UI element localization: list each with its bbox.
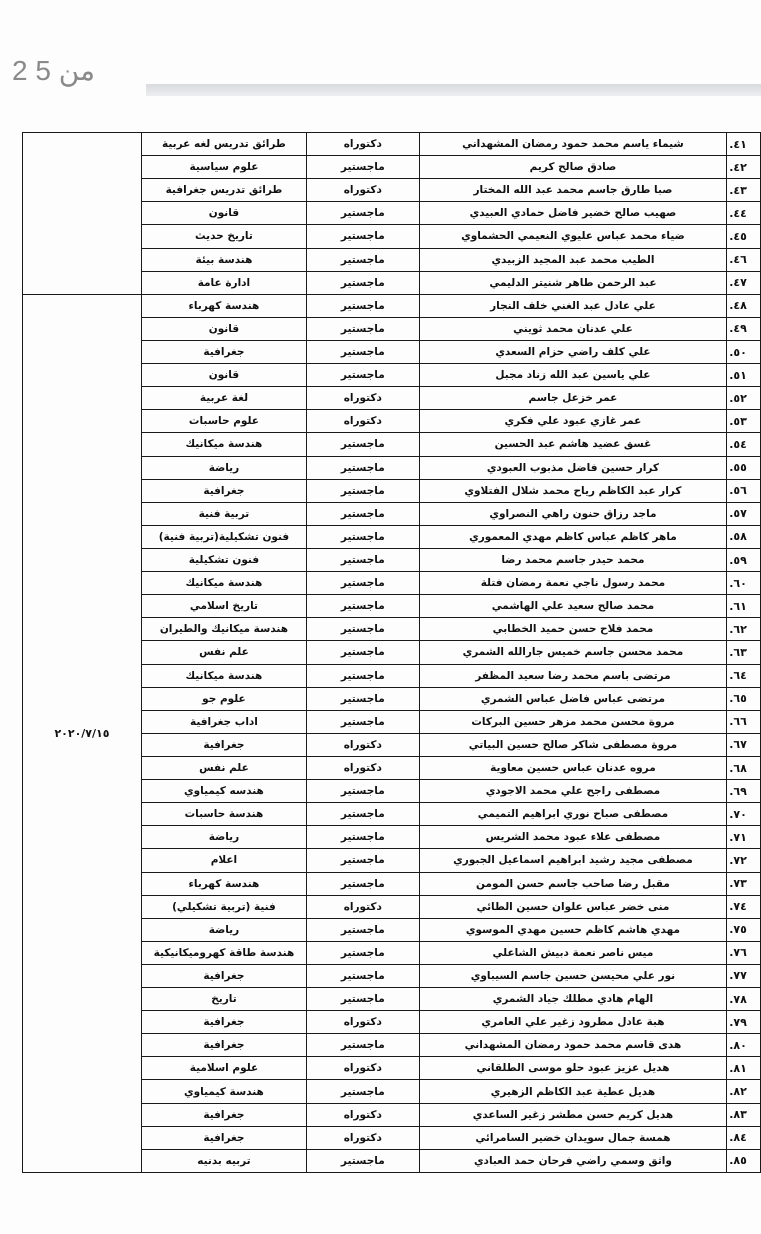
row-number: ٨٥. xyxy=(727,1149,761,1172)
degree-cell: ماجستير xyxy=(306,479,419,502)
degree-cell: ماجستير xyxy=(306,364,419,387)
specialty-cell: هندسة بيئة xyxy=(141,248,306,271)
degree-cell: ماجستير xyxy=(306,1080,419,1103)
row-number: ٤١. xyxy=(727,133,761,156)
candidate-name: مصطفى راجح علي محمد الاجودي xyxy=(419,780,727,803)
specialty-cell: تاريخ حديث xyxy=(141,225,306,248)
specialty-cell: هندسة كهرباء xyxy=(141,294,306,317)
specialty-cell: علم نفس xyxy=(141,641,306,664)
degree-cell: ماجستير xyxy=(306,271,419,294)
specialty-cell: رياضة xyxy=(141,826,306,849)
row-number: ٨١. xyxy=(727,1057,761,1080)
degree-cell: ماجستير xyxy=(306,225,419,248)
candidate-name: الهام هادي مطلك جياد الشمري xyxy=(419,988,727,1011)
specialty-cell: فنية (تربية تشكيلي) xyxy=(141,895,306,918)
specialty-cell: جغرافية xyxy=(141,1011,306,1034)
specialty-cell: تاريخ اسلامي xyxy=(141,595,306,618)
specialty-cell: جغرافية xyxy=(141,1034,306,1057)
header-rule xyxy=(146,84,761,96)
degree-cell: ماجستير xyxy=(306,641,419,664)
candidate-name: محمد فلاح حسن حميد الخطابي xyxy=(419,618,727,641)
specialty-cell: علوم حاسبات xyxy=(141,410,306,433)
candidate-name: عبد الرحمن طاهر شنيتر الدليمي xyxy=(419,271,727,294)
row-number: ٧٨. xyxy=(727,988,761,1011)
degree-cell: ماجستير xyxy=(306,687,419,710)
degree-cell: ماجستير xyxy=(306,964,419,987)
specialty-cell: جغرافية xyxy=(141,479,306,502)
specialty-cell: علم نفس xyxy=(141,756,306,779)
row-number: ٧٢. xyxy=(727,849,761,872)
degree-cell: دكتوراه xyxy=(306,1126,419,1149)
degree-cell: ماجستير xyxy=(306,1149,419,1172)
row-number: ٧٥. xyxy=(727,918,761,941)
candidate-name: صبا طارق جاسم محمد عبد الله المختار xyxy=(419,179,727,202)
candidate-name: كرار حسين فاضل مذبوب العبودي xyxy=(419,456,727,479)
candidate-name: مروه عدنان عباس حسين معاوية xyxy=(419,756,727,779)
row-number: ٤٣. xyxy=(727,179,761,202)
row-number: ٥٩. xyxy=(727,548,761,571)
row-number: ٦٠. xyxy=(727,572,761,595)
degree-cell: ماجستير xyxy=(306,156,419,179)
degree-cell: ماجستير xyxy=(306,456,419,479)
row-number: ٥٣. xyxy=(727,410,761,433)
degree-cell: دكتوراه xyxy=(306,133,419,156)
specialty-cell: جغرافية xyxy=(141,733,306,756)
row-number: ٤٦. xyxy=(727,248,761,271)
specialty-cell: لغة عربية xyxy=(141,387,306,410)
row-number: ٦٣. xyxy=(727,641,761,664)
candidate-name: غسق عضيد هاشم عبد الحسين xyxy=(419,433,727,456)
row-number: ٦٩. xyxy=(727,780,761,803)
degree-cell: دكتوراه xyxy=(306,1103,419,1126)
degree-cell: ماجستير xyxy=(306,918,419,941)
degree-cell: ماجستير xyxy=(306,248,419,271)
row-number: ٦٤. xyxy=(727,664,761,687)
specialty-cell: فنون تشكيلية(تربية فنية) xyxy=(141,525,306,548)
specialty-cell: جغرافية xyxy=(141,964,306,987)
candidate-name: هدى قاسم محمد حمود رمضان المشهداني xyxy=(419,1034,727,1057)
specialty-cell: هندسة ميكانيك xyxy=(141,572,306,595)
specialty-cell: هندسة ميكانيك xyxy=(141,664,306,687)
degree-cell: ماجستير xyxy=(306,664,419,687)
specialty-cell: قانون xyxy=(141,364,306,387)
degree-cell: ماجستير xyxy=(306,872,419,895)
candidate-name: مروة مصطفى شاكر صالح حسين البياتي xyxy=(419,733,727,756)
specialty-cell: جغرافية xyxy=(141,1126,306,1149)
candidate-name: همسة جمال سويدان خضير السامرائي xyxy=(419,1126,727,1149)
degree-cell: ماجستير xyxy=(306,548,419,571)
degree-cell: ماجستير xyxy=(306,595,419,618)
degree-cell: ماجستير xyxy=(306,780,419,803)
row-number: ٦٧. xyxy=(727,733,761,756)
row-number: ٥٠. xyxy=(727,340,761,363)
degree-cell: ماجستير xyxy=(306,340,419,363)
candidate-name: مرتضى باسم محمد رضا سعيد المظفر xyxy=(419,664,727,687)
degree-cell: ماجستير xyxy=(306,433,419,456)
candidate-name: ضياء محمد عباس عليوي النعيمي الحشماوي xyxy=(419,225,727,248)
candidate-name: هبة عادل مطرود زغير علي العامري xyxy=(419,1011,727,1034)
degree-cell: ماجستير xyxy=(306,849,419,872)
row-number: ٧٦. xyxy=(727,941,761,964)
specialty-cell: رياضة xyxy=(141,456,306,479)
row-number: ٧٣. xyxy=(727,872,761,895)
row-number: ٤٤. xyxy=(727,202,761,225)
candidate-name: ماهر كاظم عباس كاظم مهدي المعموري xyxy=(419,525,727,548)
row-number: ٥٨. xyxy=(727,525,761,548)
candidate-name: مرتضى عباس فاضل عباس الشمري xyxy=(419,687,727,710)
row-number: ٨٠. xyxy=(727,1034,761,1057)
candidate-name: علي كلف راضي حزام السعدي xyxy=(419,340,727,363)
candidate-name: هديل كريم حسن مطشر زغير الساعدي xyxy=(419,1103,727,1126)
candidate-name: محمد صالح سعيد علي الهاشمي xyxy=(419,595,727,618)
specialty-cell: طرائق تدريس لغه عربية xyxy=(141,133,306,156)
specialty-cell: اعلام xyxy=(141,849,306,872)
candidate-name: منى خضر عباس علوان حسين الطائي xyxy=(419,895,727,918)
candidate-name: عمر خزعل جاسم xyxy=(419,387,727,410)
candidate-name: نور علي محيسن حسين جاسم السيباوي xyxy=(419,964,727,987)
specialty-cell: قانون xyxy=(141,202,306,225)
candidate-name: هديل عطية عبد الكاظم الزهيري xyxy=(419,1080,727,1103)
degree-cell: ماجستير xyxy=(306,826,419,849)
table-row xyxy=(23,133,761,156)
specialty-cell: تربية فنية xyxy=(141,502,306,525)
row-number: ٦٢. xyxy=(727,618,761,641)
candidate-name: مروة محسن محمد مزهر حسين البركات xyxy=(419,710,727,733)
row-number: ٤٥. xyxy=(727,225,761,248)
degree-cell: ماجستير xyxy=(306,202,419,225)
row-number: ٧٠. xyxy=(727,803,761,826)
degree-cell: دكتوراه xyxy=(306,1057,419,1080)
candidate-name: مهدي هاشم كاظم حسين مهدي الموسوي xyxy=(419,918,727,941)
row-number: ٤٢. xyxy=(727,156,761,179)
degree-cell: ماجستير xyxy=(306,502,419,525)
specialty-cell: علوم سياسية xyxy=(141,156,306,179)
degree-cell: ماجستير xyxy=(306,803,419,826)
degree-cell: دكتوراه xyxy=(306,733,419,756)
specialty-cell: هندسة ميكانيك xyxy=(141,433,306,456)
candidates-table xyxy=(22,132,761,1173)
specialty-cell: علوم جو xyxy=(141,687,306,710)
row-number: ٦٨. xyxy=(727,756,761,779)
specialty-cell: ادارة عامة xyxy=(141,271,306,294)
candidate-name: ميس ناصر نعمة دبيش الشاعلي xyxy=(419,941,727,964)
degree-cell: دكتوراه xyxy=(306,895,419,918)
degree-cell: دكتوراه xyxy=(306,756,419,779)
specialty-cell: رياضة xyxy=(141,918,306,941)
row-number: ٤٨. xyxy=(727,294,761,317)
specialty-cell: علوم اسلامية xyxy=(141,1057,306,1080)
candidate-name: عمر غازي عبود علي فكري xyxy=(419,410,727,433)
candidate-name: الطيب محمد عبد المجيد الزبيدي xyxy=(419,248,727,271)
date-group-cell xyxy=(23,133,142,295)
degree-cell: دكتوراه xyxy=(306,410,419,433)
specialty-cell: هندسه كيمياوي xyxy=(141,780,306,803)
table-row xyxy=(23,294,761,317)
degree-cell: دكتوراه xyxy=(306,1011,419,1034)
candidate-name: محمد حيدر جاسم محمد رضا xyxy=(419,548,727,571)
degree-cell: ماجستير xyxy=(306,941,419,964)
candidate-name: مصطفى مجيد رشيد ابراهيم اسماعيل الجبوري xyxy=(419,849,727,872)
degree-cell: دكتوراه xyxy=(306,179,419,202)
candidate-name: شيماء ياسم محمد حمود رمضان المشهداني xyxy=(419,133,727,156)
candidate-name: علي ياسين عبد الله زناد مجبل xyxy=(419,364,727,387)
candidates-table-body xyxy=(23,133,761,1173)
specialty-cell: طرائق تدريس جغرافية xyxy=(141,179,306,202)
candidate-name: محمد محسن جاسم خميس جارالله الشمري xyxy=(419,641,727,664)
row-number: ٥١. xyxy=(727,364,761,387)
specialty-cell: تربيه بدنيه xyxy=(141,1149,306,1172)
degree-cell: ماجستير xyxy=(306,988,419,1011)
specialty-cell: جغرافية xyxy=(141,340,306,363)
row-number: ٧١. xyxy=(727,826,761,849)
candidate-name: محمد رسول ناجي نعمة رمضان فتلة xyxy=(419,572,727,595)
candidate-name: مصطفى صباح نوري ابراهيم التميمي xyxy=(419,803,727,826)
row-number: ٥٦. xyxy=(727,479,761,502)
row-number: ٤٧. xyxy=(727,271,761,294)
specialty-cell: هندسة كهرباء xyxy=(141,872,306,895)
row-number: ٨٣. xyxy=(727,1103,761,1126)
specialty-cell: فنون تشكيلية xyxy=(141,548,306,571)
specialty-cell: هندسة ميكانيك والطيران xyxy=(141,618,306,641)
candidate-name: مقبل رضا صاحب جاسم حسن المومن xyxy=(419,872,727,895)
specialty-cell: هندسة كيمياوي xyxy=(141,1080,306,1103)
specialty-cell: قانون xyxy=(141,317,306,340)
specialty-cell: هندسة حاسبات xyxy=(141,803,306,826)
degree-cell: ماجستير xyxy=(306,525,419,548)
candidate-name: مصطفى علاء عبود محمد الشريس xyxy=(419,826,727,849)
specialty-cell: اداب جغرافية xyxy=(141,710,306,733)
candidate-name: كرار عبد الكاظم رياح محمد شلال الفتلاوي xyxy=(419,479,727,502)
row-number: ٦٥. xyxy=(727,687,761,710)
candidate-name: هديل عزيز عبود حلو موسى الطلقاني xyxy=(419,1057,727,1080)
degree-cell: ماجستير xyxy=(306,572,419,595)
candidate-name: صهيب صالح خضير فاضل حمادي العبيدي xyxy=(419,202,727,225)
page-number-label: 2 من 5 xyxy=(12,55,96,86)
row-number: ٥٢. xyxy=(727,387,761,410)
candidate-name: واثق وسمي راضي فرحان حمد العبادي xyxy=(419,1149,727,1172)
degree-cell: ماجستير xyxy=(306,710,419,733)
degree-cell: دكتوراه xyxy=(306,387,419,410)
row-number: ٧٩. xyxy=(727,1011,761,1034)
degree-cell: ماجستير xyxy=(306,618,419,641)
row-number: ٨٢. xyxy=(727,1080,761,1103)
degree-cell: ماجستير xyxy=(306,317,419,340)
candidate-name: ماجد رزاق حنون راهي النصراوي xyxy=(419,502,727,525)
row-number: ٧٧. xyxy=(727,964,761,987)
row-number: ٧٤. xyxy=(727,895,761,918)
row-number: ٤٩. xyxy=(727,317,761,340)
row-number: ٥٤. xyxy=(727,433,761,456)
candidate-name: علي عدنان محمد ثويني xyxy=(419,317,727,340)
row-number: ٥٥. xyxy=(727,456,761,479)
degree-cell: ماجستير xyxy=(306,1034,419,1057)
specialty-cell: هندسة طاقة كهروميكانيكية xyxy=(141,941,306,964)
date-group-cell: ٢٠٢٠/٧/١٥ xyxy=(23,294,142,1172)
specialty-cell: جغرافية xyxy=(141,1103,306,1126)
row-number: ٥٧. xyxy=(727,502,761,525)
candidate-name: علي عادل عبد الغني خلف النجار xyxy=(419,294,727,317)
candidate-name: صادق صالح كريم xyxy=(419,156,727,179)
row-number: ٦٦. xyxy=(727,710,761,733)
row-number: ٦١. xyxy=(727,595,761,618)
specialty-cell: تاريخ xyxy=(141,988,306,1011)
degree-cell: ماجستير xyxy=(306,294,419,317)
document-sheet xyxy=(0,132,761,1226)
row-number: ٨٤. xyxy=(727,1126,761,1149)
